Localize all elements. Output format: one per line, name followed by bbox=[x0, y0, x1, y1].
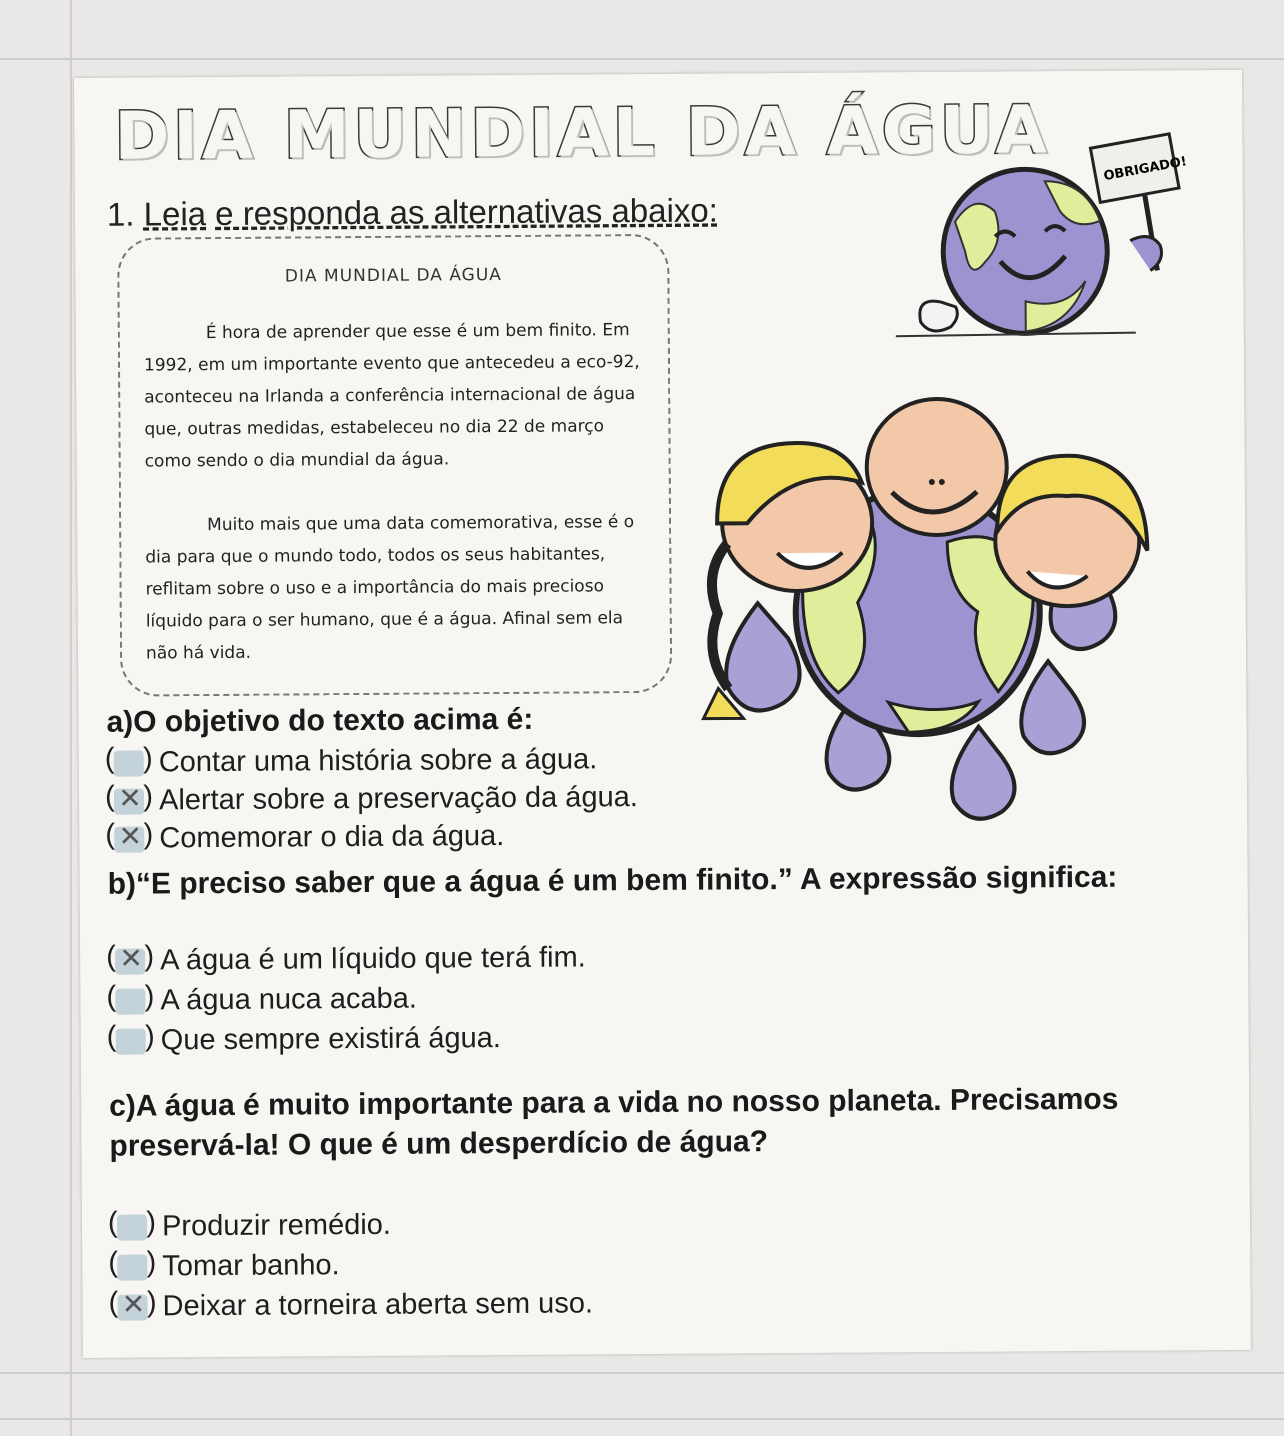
option-text: Produzir remédio. bbox=[161, 1208, 391, 1242]
answer-checkbox[interactable] bbox=[105, 745, 153, 779]
question-c-option-1[interactable] bbox=[108, 1208, 391, 1244]
reading-title: DIA MUNDIAL DA ÁGUA bbox=[284, 265, 502, 287]
question-1-text-b: e responda as alternativas abaixo: bbox=[215, 191, 718, 233]
water-drop-icon bbox=[951, 726, 1014, 818]
answer-checkbox[interactable]: ( ✕ ) bbox=[106, 943, 154, 977]
question-1-text-a: Leia bbox=[143, 195, 207, 233]
option-text: A água é um líquido que terá fim. bbox=[160, 940, 586, 976]
worksheet bbox=[74, 70, 1251, 1358]
option-text: Tomar banho. bbox=[162, 1248, 340, 1282]
sign-text: OBRIGADO! bbox=[1102, 154, 1189, 185]
option-text: Deixar a torneira aberta sem uso. bbox=[162, 1286, 594, 1322]
notebook-line bbox=[0, 58, 1284, 60]
notebook-margin-line bbox=[70, 0, 72, 1436]
reading-box bbox=[117, 234, 672, 697]
reading-paragraph-1: É hora de aprender que esse é um bem finito. Em 1992, em um importante evento que antecedeu a eco-92, aconteceu na Irlanda a conferência internacional de água que, outras medidas, estabeleceu no dia 22 de março como sendo o dia mundial da água. bbox=[143, 320, 640, 472]
answer-checkbox[interactable]: ( ✕ ) bbox=[108, 1289, 156, 1323]
question-number: 1. bbox=[106, 195, 135, 233]
option-text: Contar uma história sobre a água. bbox=[158, 742, 598, 778]
option-text: Que sempre existirá água. bbox=[160, 1021, 501, 1056]
child-right-icon bbox=[995, 455, 1148, 606]
notebook-line bbox=[0, 1418, 1284, 1420]
answer-checkbox[interactable]: ( ✕ ) bbox=[105, 783, 153, 817]
answer-checkbox[interactable] bbox=[108, 1209, 156, 1243]
water-drop-icon bbox=[726, 603, 800, 711]
answer-checkbox[interactable] bbox=[108, 1249, 156, 1283]
question-c-option-2[interactable] bbox=[108, 1248, 340, 1284]
question-c-option-3[interactable] bbox=[108, 1286, 593, 1323]
question-c-line-1: c)A água é muito importante para a vida no nosso planeta. Precisamos bbox=[109, 1082, 1119, 1123]
question-a-option-1[interactable] bbox=[105, 742, 598, 779]
children-earth-illustration bbox=[676, 370, 1180, 893]
earth-thumbs-up-illustration bbox=[894, 110, 1196, 352]
reading-paragraph-2: Muito mais que uma data comemorativa, esse é o dia para que o mundo todo, todos os seus habitantes, reflitam sobre o uso e a importância do mais precioso líquido para o ser humano, que é a água. Afinal sem ela não há vida. bbox=[145, 512, 635, 664]
water-drop-icon bbox=[1021, 661, 1084, 753]
question-a: a)O objetivo do texto acima é: bbox=[106, 702, 534, 739]
question-1 bbox=[107, 192, 718, 234]
question-a-option-3[interactable] bbox=[105, 819, 504, 856]
question-c-line-2: preservá-la! O que é um desperdício de água? bbox=[109, 1125, 769, 1163]
question-b-option-2[interactable] bbox=[106, 982, 417, 1018]
question-b-option-1[interactable] bbox=[106, 940, 586, 977]
option-text: Comemorar o dia da água. bbox=[159, 819, 505, 854]
question-b: b)“E preciso saber que a água é um bem finito.” A expressão significa: bbox=[107, 860, 1118, 901]
worksheet-title: DIA MUNDIAL DA ÁGUA bbox=[114, 91, 1051, 175]
answer-checkbox[interactable] bbox=[106, 983, 154, 1017]
answer-checkbox[interactable] bbox=[107, 1023, 155, 1057]
notebook-line bbox=[0, 1372, 1284, 1374]
answer-checkbox[interactable]: ( ✕ ) bbox=[105, 821, 153, 855]
option-text: Alertar sobre a preservação da água. bbox=[158, 780, 638, 816]
question-a-option-2[interactable] bbox=[105, 780, 638, 818]
question-b-option-3[interactable] bbox=[107, 1021, 501, 1058]
option-text: A água nuca acaba. bbox=[160, 982, 417, 1016]
child-middle-icon bbox=[866, 398, 1007, 535]
